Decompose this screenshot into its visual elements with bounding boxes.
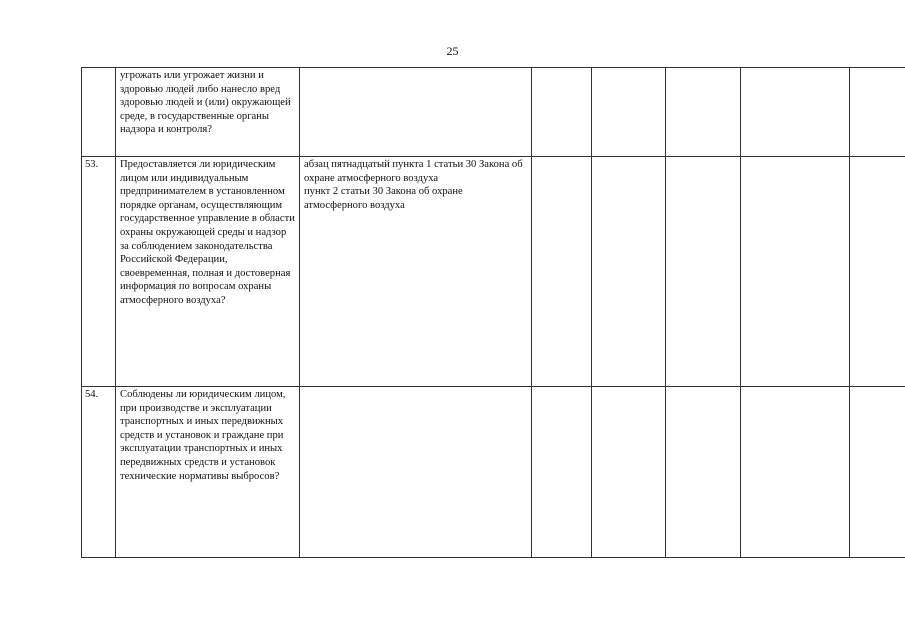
legal-reference <box>300 387 532 558</box>
empty-cell <box>592 157 666 387</box>
row-number: 54. <box>82 387 116 558</box>
empty-cell <box>850 157 905 387</box>
legal-reference <box>300 157 532 387</box>
question-text: угрожать или угрожает жизни и здоровью людей либо нанесло вред здоровью людей и (или) окружающей среде, в государственные органы надзора и контроля? <box>116 68 300 157</box>
empty-cell <box>850 387 905 558</box>
table-row <box>82 68 905 157</box>
empty-cell <box>850 68 905 157</box>
row-number: 53. <box>82 157 116 387</box>
empty-cell <box>592 387 666 558</box>
empty-cell <box>666 157 741 387</box>
question-text: Предоставляется ли юридическим лицом или индивидуальным предпринимателем в установленном порядке органам, осуществляющим государственное управление в области охраны окружающей среды и надзор за соблюдением законодательства Российской Федерации, своевременная, полная и достоверная информация по вопросам охраны атмосферного воздуха? <box>116 157 300 387</box>
empty-cell <box>592 68 666 157</box>
empty-cell <box>741 387 850 558</box>
empty-cell <box>532 387 592 558</box>
page-number: 25 <box>446 44 459 58</box>
row-number <box>82 68 116 157</box>
empty-cell <box>532 68 592 157</box>
legal-reference <box>300 68 532 157</box>
empty-cell <box>666 68 741 157</box>
question-text: Соблюдены ли юридическим лицом, при производстве и эксплуатации транспортных и иных передвижных средств и установок и граждане при эксплуатации транспортных и иных передвижных средств и установок технические нормативы выбросов? <box>116 387 300 558</box>
empty-cell <box>666 387 741 558</box>
checklist-table <box>81 67 905 558</box>
empty-cell <box>741 157 850 387</box>
empty-cell <box>532 157 592 387</box>
empty-cell <box>741 68 850 157</box>
table-row <box>82 387 905 558</box>
legal-reference-line: пункт 2 статьи 30 Закона об охране атмосферного воздуха <box>304 186 463 211</box>
table-row <box>82 157 905 387</box>
legal-reference-line: абзац пятнадцатый пункта 1 статьи 30 Закона об охране атмосферного воздуха <box>304 159 523 184</box>
